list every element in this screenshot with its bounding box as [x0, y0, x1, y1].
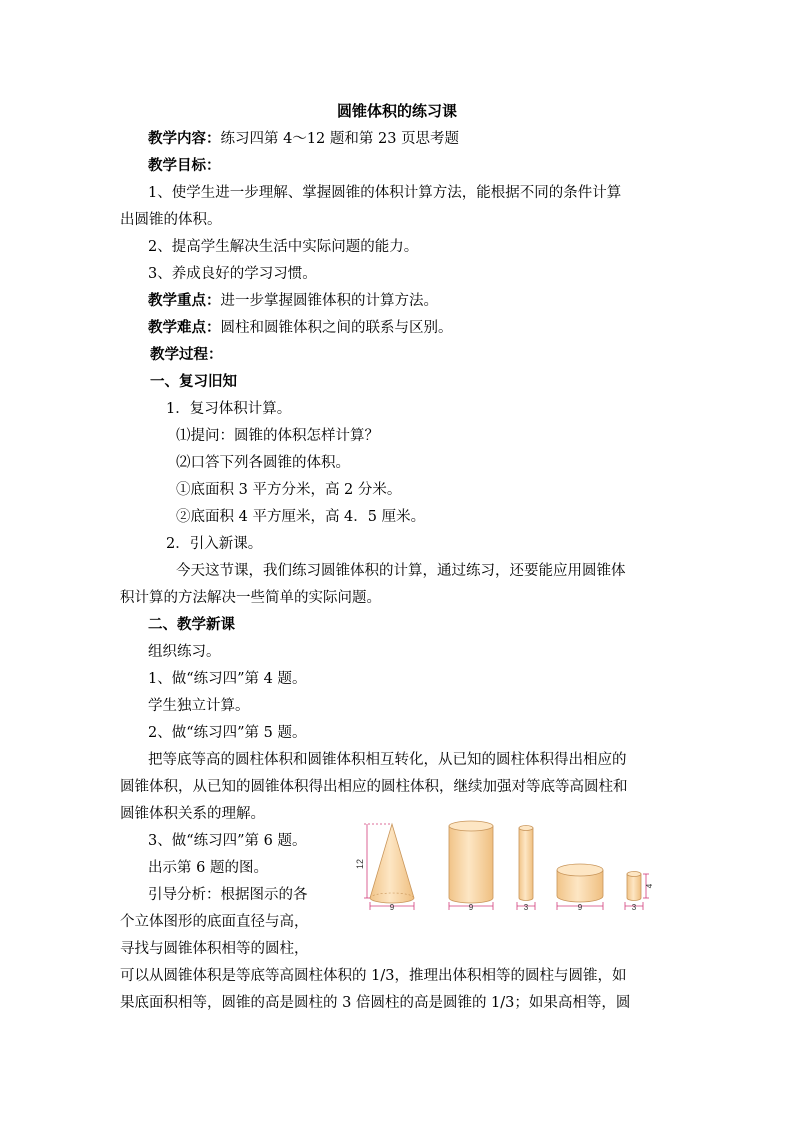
- section1-line: ⑴提问：圆锥的体积怎样计算？: [176, 428, 379, 444]
- section2-line: 2、做“练习四”第 5 题。: [148, 725, 307, 741]
- key-point-line: [148, 291, 438, 311]
- content-label: 教学内容：: [148, 130, 221, 147]
- objectives-label: 教学目标：: [148, 157, 221, 174]
- content-text: 练习四第 4～12 题和第 23 页思考题: [220, 131, 460, 147]
- section1-heading: 一、复习旧知: [150, 373, 237, 390]
- key-point-label: 教学重点：: [148, 292, 221, 309]
- section1-line: 1．复习体积计算。: [166, 401, 292, 417]
- content-line: [148, 129, 459, 149]
- cone-base-label: 9: [389, 903, 395, 912]
- difficulty-label: 教学难点：: [148, 319, 221, 336]
- section1-line: 2．引入新课。: [166, 536, 263, 552]
- difficulty-line: [148, 318, 453, 338]
- section2-line: 组织练习。: [148, 644, 221, 660]
- cylinder-small-base-label: 3: [631, 903, 637, 912]
- section1-line: 今天这节课，我们练习圆锥体积的计算，通过练习，还要能应用圆锥体: [176, 563, 626, 579]
- section2-heading: 二、教学新课: [148, 616, 235, 633]
- objective-line: 3、养成良好的学习习惯。: [148, 266, 317, 282]
- section2-line: 个立体图形的底面直径与高，: [120, 914, 309, 930]
- section1-line: ⑵口答下列各圆锥的体积。: [176, 455, 350, 471]
- section1-line: ②底面积 4 平方厘米，高 4．5 厘米。: [176, 509, 426, 525]
- objective-line: 2、提高学生解决生活中实际问题的能力。: [148, 239, 419, 255]
- cylinder-thin-shape: [519, 826, 533, 901]
- section2-line: 把等底等高的圆柱体积和圆锥体积相互转化，从已知的圆柱体积得出相应的: [148, 752, 627, 768]
- section2-line: 引导分析：根据图示的各: [148, 887, 308, 903]
- section1-line: ①底面积 3 平方分米，高 2 分米。: [176, 482, 402, 498]
- section2-line: 圆锥体积关系的理解。: [120, 806, 265, 822]
- cylinder-short-base-label: 9: [577, 903, 583, 912]
- key-point-text: 进一步掌握圆锥体积的计算方法。: [220, 293, 438, 309]
- section2-line: 果底面积相等，圆锥的高是圆柱的 3 倍圆柱的高是圆锥的 1/3；如果高相等，圆: [120, 995, 631, 1011]
- section2-line: 1、做“练习四”第 4 题。: [148, 671, 307, 687]
- cylinder-thin-base-label: 3: [523, 903, 529, 912]
- cylinder-large-base-label: 9: [468, 903, 474, 912]
- objective-line: 1、使学生进一步理解、掌握圆锥的体积计算方法，能根据不同的条件计算: [148, 185, 622, 201]
- section2-line: 出示第 6 题的图。: [148, 860, 268, 876]
- cylinder-small-height-label: 4: [645, 883, 654, 889]
- section2-line: 学生独立计算。: [148, 698, 250, 714]
- document-title: 圆锥体积的练习课: [336, 102, 457, 120]
- section2-line: 圆锥体积，从已知的圆锥体积得出相应的圆柱体积，继续加强对等底等高圆柱和: [120, 779, 628, 795]
- difficulty-text: 圆柱和圆锥体积之间的联系与区别。: [220, 320, 453, 336]
- objective-line: 出圆锥的体积。: [120, 212, 222, 228]
- section2-line: 可以从圆锥体积是等底等高圆柱体积的 1/3，推理出体积相等的圆柱与圆锥，如: [120, 968, 627, 984]
- process-label: 教学过程：: [150, 346, 223, 363]
- section2-line: 寻找与圆锥体积相等的圆柱，: [120, 941, 309, 957]
- cylinder-small-shape: [627, 872, 641, 901]
- cone-height-label: 12: [355, 858, 365, 870]
- solids-figure: [352, 818, 662, 918]
- cylinder-large-shape: [449, 821, 493, 903]
- cone-shape: [370, 824, 414, 903]
- section1-line: 积计算的方法解决一些简单的实际问题。: [120, 590, 381, 606]
- section2-line: 3、做“练习四”第 6 题。: [148, 833, 307, 849]
- cylinder-short-shape: [557, 864, 603, 902]
